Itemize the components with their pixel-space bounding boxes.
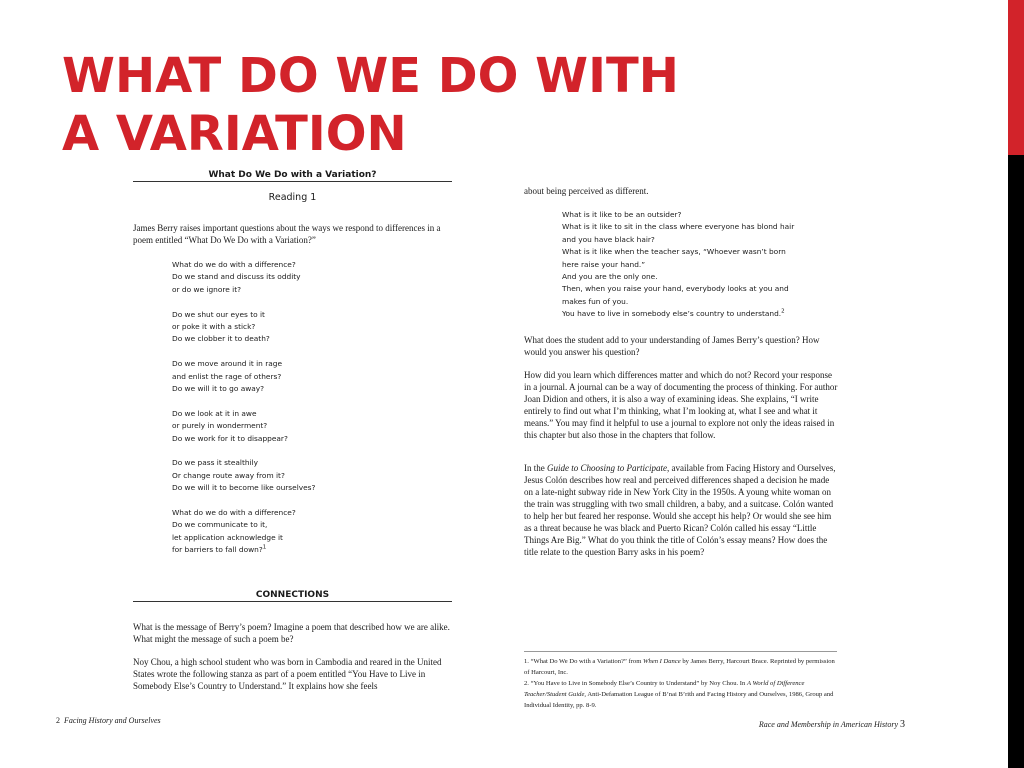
- footnote-2-rest: Anti-Defamation League of B’nai B’rith and Facing History and Ourselves, 1986, Group and Individual Identity, pp. 8-9.: [524, 691, 834, 709]
- footnote-1-rest: by James Berry, Harcourt Brace. Reprinted by permission of Harcourt, Inc.: [524, 658, 835, 676]
- poem-line: Do we move around it in rage: [172, 359, 283, 369]
- footnote-2-start: 2. “You Have to Live in Somebody Else’s Country to Understand” by Noy Chou. In: [524, 680, 747, 687]
- poem-line: Or change route away from it?: [172, 470, 285, 480]
- poem-line: Do we will it to become like ourselves?: [172, 483, 316, 493]
- guide-title: Guide to Choosing to Participate: [547, 463, 667, 473]
- poem-line: And you are the only one.: [562, 272, 658, 282]
- sidebar-accent-black: [1008, 155, 1024, 768]
- footnote-1-start: 1. “What Do We Do with a Variation?” from: [524, 658, 643, 665]
- footer-right: [600, 719, 905, 730]
- footnote-1: [524, 656, 837, 678]
- poem-line: Do we communicate to it,: [172, 520, 268, 530]
- footer-left: [56, 716, 161, 725]
- journal-paragraph: How did you learn which differences matter and which do not? Record your response in a journal. A journal can be a way of documenting the process of thinking. For author Joan Didion and others, it is also a way of examining ideas. She explains, “I write entirely to find out what I’m thinking, what I’m looking at, what I see and what it means.” You may find it helpful to use a journal to explore not only the ideas raised in this chapter but also those in the chapters that follow.: [524, 370, 838, 440]
- reading-box-header: What Do We Do with a Variation?: [133, 170, 452, 182]
- poem-line: What is it like to be an outsider?: [562, 210, 682, 219]
- poem-line: What is it like to sit in the class where everyone has blond hair: [562, 222, 795, 232]
- question-paragraph: What does the student add to your understanding of James Berry’s question? How would you answer his question?: [524, 335, 820, 357]
- poem-stanza: [172, 457, 432, 494]
- poem-line-text: You have to live in somebody else’s country to understand.: [562, 309, 782, 319]
- poem-line: Do we shut our eyes to it: [172, 309, 265, 319]
- poem-line: or do we ignore it?: [172, 284, 242, 294]
- poem-line: Do we pass it stealthily: [172, 458, 259, 468]
- berry-poem: [172, 259, 432, 569]
- footnotes: [524, 651, 837, 711]
- poem-line: Do we will it to go away?: [172, 384, 265, 394]
- colon-text-start: In the: [524, 463, 547, 473]
- poem-line: and you have black hair?: [562, 234, 655, 244]
- poem-stanza: [172, 507, 432, 557]
- poem-line: or poke it with a stick?: [172, 322, 256, 332]
- poem-line-text: for barriers to fall down?: [172, 545, 263, 555]
- footnote-1-book: When I Dance: [642, 658, 681, 665]
- poem-line: here raise your hand.”: [562, 259, 646, 269]
- colon-text-rest: , available from Facing History and Ourselves, Jesus Colón describes how real and perceived differences shaped a decision he made on a late-night subway ride in New York City in the 1950s. A young white woman on the train was struggling with two small children, a baby, and a suitcase. Colón wanted to help her but feared her response. Would she accept his help? Or would she see him as a threat because he was black and Puerto Rican? Colón called his essay “Little Things Are Big.” What do you think the title of Colón’s essay means? How does the title relate to the question Barry asks in his poem?: [524, 463, 836, 557]
- connections-header: CONNECTIONS: [133, 590, 452, 602]
- footnote-2: [524, 678, 837, 711]
- poem-stanza: [172, 358, 432, 395]
- title-line-1: WHAT DO WE DO WITH: [62, 48, 679, 104]
- poem-line: or purely in wonderment?: [172, 421, 268, 431]
- colon-paragraph: [524, 462, 839, 558]
- poem-line: Do we stand and discuss its oddity: [172, 272, 301, 282]
- poem-line: What do we do with a difference?: [172, 508, 296, 518]
- poem-line: and enlist the rage of others?: [172, 371, 282, 381]
- poem-line: What do we do with a difference?: [172, 260, 296, 269]
- page-number-left: 2: [56, 716, 60, 725]
- footnote-marker: 2: [781, 308, 785, 315]
- poem-line: [562, 308, 862, 320]
- title-line-2: A VARIATION: [62, 106, 407, 162]
- poem-line: [172, 544, 432, 556]
- poem-line: Do we look at it in awe: [172, 408, 257, 418]
- continuation-text: about being perceived as different.: [524, 186, 649, 196]
- poem-line: What is it like when the teacher says, “Whoever wasn’t born: [562, 247, 786, 257]
- footer-left-title: Facing History and Ourselves: [64, 716, 161, 725]
- footnote-2-book: A World of Difference Teacher/Student Guide,: [524, 680, 805, 698]
- poem-line: Do we clobber it to death?: [172, 334, 270, 344]
- poem-stanza: [172, 259, 432, 296]
- sidebar-accent-red: [1008, 0, 1024, 155]
- poem-stanza: [172, 309, 432, 346]
- chou-poem: [562, 209, 862, 321]
- poem-line: Then, when you raise your hand, everybody looks at you and: [562, 284, 789, 294]
- page-title: [62, 47, 762, 163]
- connections-paragraph-2: Noy Chou, a high school student who was born in Cambodia and reared in the United States wrote the following stanza as part of a poem entitled “You Have to Live in Somebody Else’s Country to Understand.” It explains how she feels: [133, 657, 442, 691]
- page-number-right: 3: [900, 719, 905, 730]
- footnote-marker: 1: [262, 544, 267, 551]
- intro-paragraph: James Berry raises important questions about the ways we respond to differences in a poem entitled “What Do We Do with a Variation?”: [133, 223, 441, 245]
- poem-line: Do we work for it to disappear?: [172, 433, 288, 443]
- poem-line: let application acknowledge it: [172, 532, 283, 542]
- footer-right-title: Race and Membership in American History: [758, 720, 898, 729]
- reading-label: Reading 1: [268, 192, 317, 203]
- poem-line: makes fun of you.: [562, 296, 629, 306]
- poem-stanza: [172, 408, 432, 445]
- connections-paragraph-1: What is the message of Berry’s poem? Imagine a poem that described how we are alike. What might the message of such a poem be?: [133, 622, 450, 644]
